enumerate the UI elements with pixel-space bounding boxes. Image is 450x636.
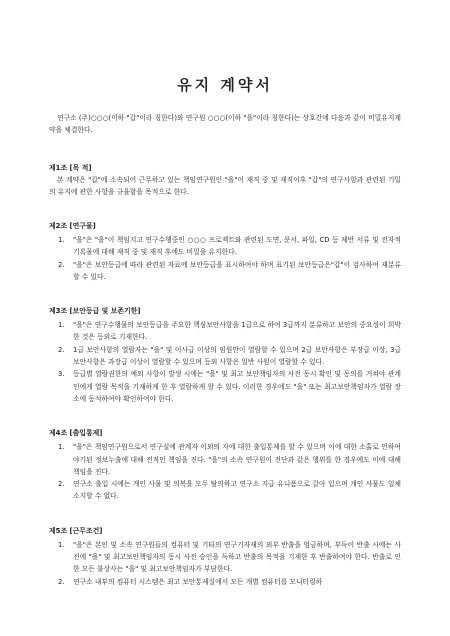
clause-list bbox=[49, 441, 401, 502]
clause-item bbox=[49, 368, 401, 405]
clause-text: "을"은 보안등급에 따라 관련된 자료에 보안등급을 표시하여야 하며 표기된 보안등급은"갑"이 검사하여 재분류할 수 있다. bbox=[73, 260, 401, 281]
clause-text: 연구소 출입 시에는 개인 사물 및 의복을 모두 탈의하고 연구소 지급 유니폼으로 갈아 입으며 개인 사물도 일체 소지할 수 없다. bbox=[73, 480, 401, 501]
clause-list bbox=[49, 539, 401, 588]
clause-text: 1급 보안사항의 열람자는 "을" 및 이사급 이상의 임원만이 열람할 수 있으며 2급 보안사항은 부장급 이상, 3급 보안사항은 과장급 이상이 열람할 수 있으며 등외 사항은 일반 사원이 열람할 수 있다. bbox=[73, 345, 401, 367]
clause-item bbox=[49, 441, 401, 478]
clause-item bbox=[49, 344, 401, 369]
article-heading: 제4조 [출입통제] bbox=[49, 429, 103, 438]
document-title: 유지 계약서 bbox=[177, 76, 273, 94]
clause-text: "을"은 "을"이 책임지고 연구수행중인 ○○○ 프로젝트와 관련된 도면, 문서, 파일, CD 등 제반 서류 및 전자적 기록물에 대해 재직 중 및 재직 후에도 비밀을 유지한다. bbox=[73, 236, 401, 257]
clause-text: "을"은 연구수행물의 보안등급을 주요한 핵심보안사항을 1급으로 하여 3급까지 분류하고 보안의 중요성이 희박한 것은 등외로 기재한다. bbox=[73, 321, 401, 342]
clause-number: 1. bbox=[58, 321, 65, 330]
article-4 bbox=[49, 427, 401, 502]
clause-number: 2. bbox=[58, 345, 65, 354]
intro-paragraph: 연구소 (주)○○○(이하 "갑"이라 칭한다)와 연구원 ○○○(이하 "을"이라 칭한다)는 상호간에 다음과 같이 비밀유지계약을 체결한다. bbox=[49, 114, 401, 134]
article-5 bbox=[49, 525, 401, 588]
article-heading: 제3조 [보안등급 및 보존기한] bbox=[49, 307, 141, 316]
clause-number: 1. bbox=[58, 236, 65, 244]
article-heading: 제5조 [근무조건] bbox=[49, 526, 103, 535]
article-paragraph: 본 계약은 "갑"에 소속되어 근무하고 있는 책임연구원인 "을"이 재직 중 및 재직이후 "갑"의 연구사항과 관련된 기밀의 유지에 관한 사항을 규율함을 목적으로 한다. bbox=[49, 176, 401, 196]
article-heading: 제2조 [연구물] bbox=[49, 222, 96, 230]
clause-item bbox=[49, 539, 401, 576]
clause-text: 연구소 내부의 컴퓨터 시스템은 최고 보안통제실에서 모든 개별 컴퓨터를 모니터링하 bbox=[73, 577, 323, 586]
clause-number: 2. bbox=[58, 480, 65, 489]
article-1 bbox=[49, 162, 401, 198]
clause-item bbox=[49, 234, 401, 259]
clause-text: "을"은 책임연구원으로서 연구실에 관계자 이외의 자에 대한 출입통제를 할 수 있으며 이에 대한 소홀로 인하여 야기된 정보누출에 대해 전적인 책임을 진다. "을"의 소속 연구원이 전단과 같은 행위를 한 경우에도 이에 대해 책임을 진다. bbox=[73, 443, 401, 476]
clause-list bbox=[49, 319, 401, 405]
clause-number: 3. bbox=[58, 370, 65, 379]
clause-text: "을"은 본인 및 소속 연구원들의 컴퓨터 및 기타의 연구기자재의 외부 반출을 엄금하며, 부득이 반출 시에는 사전에 "을" 및 최고보안책임자의 동시 사전 승인을 득하고 반출의 목적을 기재한 후 반출하여야 한다. 반출로 인한 모든 불상사는 "을" 및 최고보안책임자가 부담한다. bbox=[73, 540, 401, 574]
clause-number: 2. bbox=[58, 577, 65, 586]
article-heading: 제1조 [목 적] bbox=[49, 164, 92, 172]
clause-item bbox=[49, 319, 401, 344]
clause-text: 등급별 열람권한의 예외 사항이 발생 시에는 "을" 및 최고 보안책임자의 사전 동시 확인 및 동의를 거쳐야 관계인에게 열람 목적을 기재하게 한 후 열람하게 할 수 있다. 이러한 경우에도 "을" 또는 최고보안책임자가 열람 장소에 동석하여야 확인하여야 한다. bbox=[73, 370, 401, 403]
clause-item bbox=[49, 259, 401, 284]
clause-item bbox=[49, 478, 401, 503]
clause-number: 1. bbox=[58, 540, 65, 549]
clause-item bbox=[49, 576, 401, 588]
clause-number: 2. bbox=[58, 260, 65, 269]
clause-number: 1. bbox=[58, 443, 65, 452]
article-2 bbox=[49, 220, 401, 283]
article-3 bbox=[49, 305, 401, 405]
clause-list bbox=[49, 234, 401, 283]
